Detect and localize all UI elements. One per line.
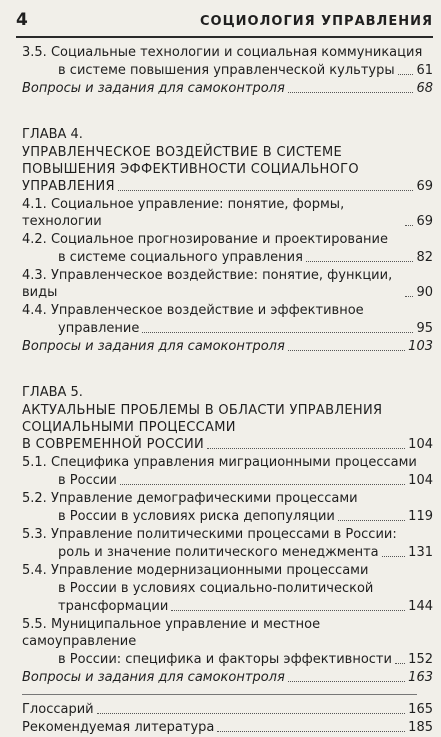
page-number: 4	[16, 10, 28, 30]
chapter-5-title	[22, 402, 433, 436]
toc-entry-text: 5.4. Управление модернизационными процессами	[22, 563, 369, 578]
toc-entry-3-5	[22, 44, 433, 79]
leader-dots	[405, 296, 413, 297]
toc-entry-5-5	[22, 616, 433, 668]
section-divider	[22, 694, 417, 695]
chapter-title-line: УПРАВЛЕНИЯ	[22, 179, 115, 194]
toc-entry-text: 5.1. Специфика управления миграционными процессами	[22, 455, 417, 470]
page-header	[16, 8, 433, 38]
leader-dots	[382, 556, 406, 557]
toc-entry-text: 4.2. Социальное прогнозирование и проектирование	[22, 232, 388, 247]
toc-entry-text: в России в условиях социально-политической	[58, 581, 374, 596]
leader-dots	[405, 225, 413, 226]
toc-entry-text: роль и значение политического менеджмента	[58, 545, 379, 560]
toc-entry-5-1	[22, 454, 433, 489]
toc-entry-text: в системе социального управления	[58, 250, 303, 265]
toc-page-number: 104	[408, 473, 433, 488]
toc-entry-text: 5.5. Муниципальное управление и местное самоуправление	[22, 617, 321, 649]
toc-entry-text: 4.4. Управленческое воздействие и эффективное	[22, 303, 364, 318]
toc-page-number: 165	[408, 702, 433, 717]
toc-entry-4-3	[22, 267, 433, 301]
leader-dots	[395, 663, 405, 664]
leader-dots	[306, 261, 414, 262]
leader-dots	[398, 74, 414, 75]
toc-entry-text: в системе повышения управленческой культуры	[58, 63, 395, 78]
toc-page-number: 61	[416, 63, 433, 78]
toc-entry-4-2	[22, 231, 433, 266]
toc-page-number: 131	[408, 545, 433, 560]
toc-entry-5-4	[22, 562, 433, 615]
toc-page-number: 163	[408, 670, 433, 685]
toc-page-number: 104	[408, 437, 433, 452]
toc-entry-text: управление	[58, 321, 140, 336]
leader-dots	[97, 713, 406, 714]
toc-page-number: 69	[416, 214, 433, 229]
toc-entry-glossary	[22, 701, 433, 718]
toc-entry-literature	[22, 719, 433, 736]
toc-entry-text: 5.2. Управление демографическими процессами	[22, 491, 358, 506]
leader-dots	[288, 350, 405, 351]
toc-page-number: 152	[408, 652, 433, 667]
leader-dots	[217, 731, 405, 732]
chapter-5-heading: ГЛАВА 5.	[22, 385, 83, 400]
toc-entry-text: Глоссарий	[22, 702, 94, 717]
toc-entry-text: Вопросы и задания для самоконтроля	[22, 670, 285, 685]
toc-entry-text: в России: специфика и факторы эффективности	[58, 652, 392, 667]
leader-dots	[288, 681, 405, 682]
toc-entry-text: Рекомендуемая литература	[22, 720, 215, 735]
chapter-title-line: АКТУАЛЬНЫЕ ПРОБЛЕМЫ В ОБЛАСТИ УПРАВЛЕНИЯ	[22, 403, 383, 418]
chapter-title-line: УПРАВЛЕНЧЕСКОЕ ВОЗДЕЙСТВИЕ В СИСТЕМЕ	[22, 145, 343, 160]
toc-entry-4-4	[22, 302, 433, 337]
toc-entry-5-2	[22, 490, 433, 525]
toc-entry-text: Вопросы и задания для самоконтроля	[22, 81, 285, 96]
toc-page-number: 69	[416, 179, 433, 194]
toc-entry-questions-5	[22, 669, 433, 686]
chapter-4-heading: ГЛАВА 4.	[22, 127, 83, 142]
toc-entry-5-3	[22, 526, 433, 561]
chapter-title-line: СОЦИАЛЬНЫМИ ПРОЦЕССАМИ	[22, 420, 236, 435]
toc-entry-text: 4.3. Управленческое воздействие: понятие, функции, виды	[22, 268, 393, 300]
toc-entry-questions-3	[22, 80, 433, 97]
toc-entry-text: 3.5. Социальные технологии и социальная коммуникация	[22, 45, 423, 60]
toc-entry-text: 5.3. Управление политическими процессами в России:	[22, 527, 397, 542]
leader-dots	[338, 520, 405, 521]
leader-dots	[171, 610, 405, 611]
leader-dots	[142, 332, 413, 333]
leader-dots	[288, 92, 414, 93]
toc-page-number: 144	[408, 599, 433, 614]
chapter-title-line: В СОВРЕМЕННОЙ РОССИИ	[22, 437, 205, 452]
toc-page-number: 103	[408, 339, 433, 354]
toc-entry-text: в России	[58, 473, 117, 488]
toc-page-number: 119	[408, 509, 433, 524]
leader-dots	[120, 484, 405, 485]
running-title: СОЦИОЛОГИЯ УПРАВЛЕНИЯ	[200, 14, 433, 29]
toc-entry-text: 4.1. Социальное управление: понятие, формы, технологии	[22, 197, 345, 229]
toc-entry-questions-4	[22, 338, 433, 355]
chapter-5-title-last	[22, 436, 433, 453]
toc-entry-4-1	[22, 196, 433, 230]
toc-page-number: 185	[408, 720, 433, 735]
toc-entry-text: Вопросы и задания для самоконтроля	[22, 339, 285, 354]
chapter-4-title-last	[22, 178, 433, 195]
leader-dots	[118, 190, 414, 191]
toc-page-number: 90	[416, 285, 433, 300]
toc-page-number: 95	[416, 321, 433, 336]
toc-page-number: 82	[416, 250, 433, 265]
chapter-title-line: ПОВЫШЕНИЯ ЭФФЕКТИВНОСТИ СОЦИАЛЬНОГО	[22, 162, 359, 177]
toc-entry-text: в России в условиях риска депопуляции	[58, 509, 335, 524]
chapter-4-title	[22, 144, 433, 178]
toc-page-number: 68	[416, 81, 433, 96]
toc-entry-text: трансформации	[58, 599, 169, 614]
table-of-contents	[22, 44, 433, 737]
leader-dots	[207, 448, 405, 449]
